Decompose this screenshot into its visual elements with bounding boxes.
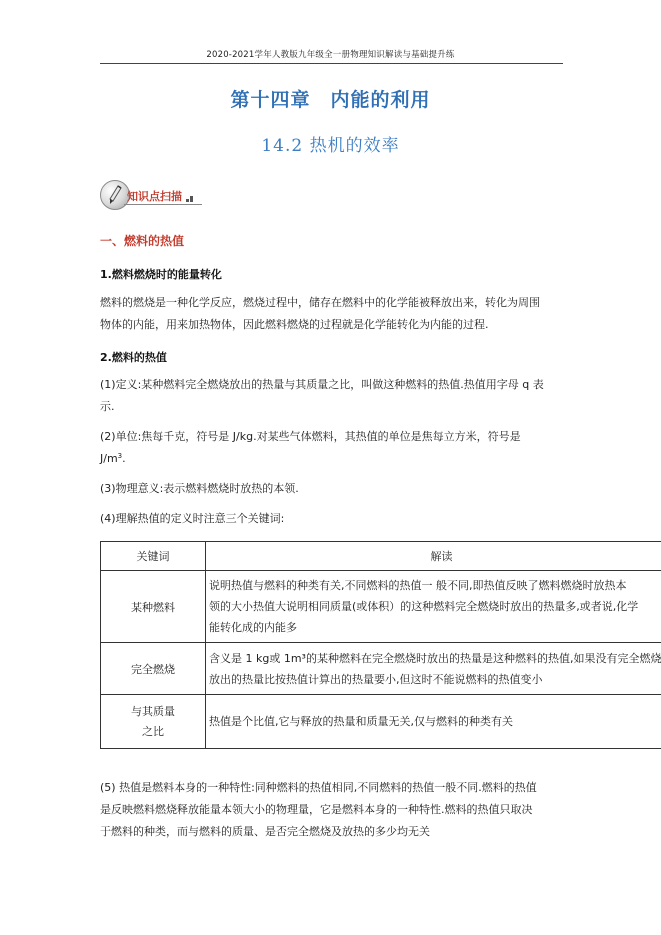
section-title: 14.2 热机的效率: [261, 136, 400, 156]
table-row: [101, 571, 661, 643]
keyword-cell: [101, 643, 206, 695]
sub1-heading: 1.燃料燃烧时的能量转化: [100, 268, 222, 281]
part1-heading: 一、燃料的热值: [100, 234, 185, 248]
paragraph-line: 燃料的燃烧是一种化学反应，燃烧过程中，储存在燃料中的化学能被释放出来，转化为周围: [100, 296, 540, 309]
badge-label: 知识点扫描: [127, 190, 182, 203]
explain-line: 含义是 1 kg或 1m³的某种燃料在完全燃烧时放出的热量是这种燃料的热值,如果没有完全燃烧: [209, 651, 661, 665]
explain-cell: [206, 571, 661, 643]
badge-underline: [124, 204, 202, 205]
unit-tail: .: [122, 452, 126, 465]
keywords-table: [100, 541, 661, 749]
keyword-cell: [101, 571, 206, 643]
sub1-paragraph: [100, 292, 568, 336]
chapter-title: 第十四章 内能的利用: [230, 89, 431, 111]
keyword-line: 某种燃料: [131, 600, 175, 614]
badge-squares: [186, 196, 196, 202]
paragraph-line: [100, 448, 568, 470]
table-header-cell: 解读: [206, 542, 661, 571]
header-rule: [100, 63, 563, 64]
explain-line: 领的大小热值大说明相同质量(或体积）的这种燃料完全燃烧时放出的热量多,或者说,化学: [209, 600, 639, 613]
unit-paragraph: [100, 426, 568, 470]
explain-cell: [206, 643, 661, 695]
explain-line: 说明热值与燃料的种类有关,不同燃料的热值一 般不同,即热值反映了燃料燃烧时放热本: [209, 579, 627, 592]
keyword-line: 与其质量: [131, 704, 175, 718]
keyword-line: 完全燃烧: [131, 662, 175, 676]
keyword-line: 之比: [142, 724, 164, 738]
knowledge-scan-badge: [100, 180, 204, 210]
explain-line: 热值是个比值,它与释放的热量和质量无关,仅与燃料的种类有关: [209, 715, 513, 728]
note-paragraph: [100, 777, 570, 843]
table-row: [101, 695, 661, 749]
paragraph-line: (5) 热值是燃料本身的一种特性:同种燃料的热值相同,不同燃料的热值一般不同.燃料的热值: [100, 781, 537, 794]
table-header-row: [101, 542, 661, 571]
paragraph-line: (1)定义:某种燃料完全燃烧放出的热量与其质量之比，叫做这种燃料的热值.热值用字母 q 表: [100, 378, 544, 391]
pen-icon: [100, 180, 130, 210]
definition-paragraph: [100, 374, 568, 418]
keywords-intro: (4)理解热值的定义时注意三个关键词:: [100, 512, 285, 525]
keyword-cell: [101, 695, 206, 749]
explain-line: 能转化成的内能多: [209, 621, 297, 634]
explain-line: 放出的热量比按热值计算出的热量要小,但这时不能说燃料的热值变小: [209, 672, 543, 686]
paragraph-line: (2)单位:焦每千克，符号是 J/kg.对某些气体燃料，其热值的单位是焦每立方米，符号是: [100, 430, 521, 443]
paragraph-line: 示.: [100, 400, 115, 413]
unit-text: J/m: [100, 452, 118, 465]
paragraph-line: 物体的内能，用来加热物体，因此燃料燃烧的过程就是化学能转化为内能的过程.: [100, 318, 489, 331]
explain-cell: [206, 695, 661, 749]
unit-exponent: 3: [117, 452, 123, 460]
paragraph-line: 是反映燃料燃烧释放能量本领大小的物理量，它是燃料本身的一种特性.燃料的热值只取决: [100, 803, 533, 816]
table-header-cell: 关键词: [101, 542, 206, 571]
page-header: 2020-2021学年人教版九年级全一册物理知识解读与基础提升练: [206, 50, 455, 60]
meaning-paragraph: (3)物理意义:表示燃料燃烧时放热的本领.: [100, 482, 299, 495]
sub2-heading: 2.燃料的热值: [100, 351, 167, 364]
table-row: [101, 643, 661, 695]
paragraph-line: 于燃料的种类，而与燃料的质量、是否完全燃烧及放热的多少均无关: [100, 825, 430, 838]
